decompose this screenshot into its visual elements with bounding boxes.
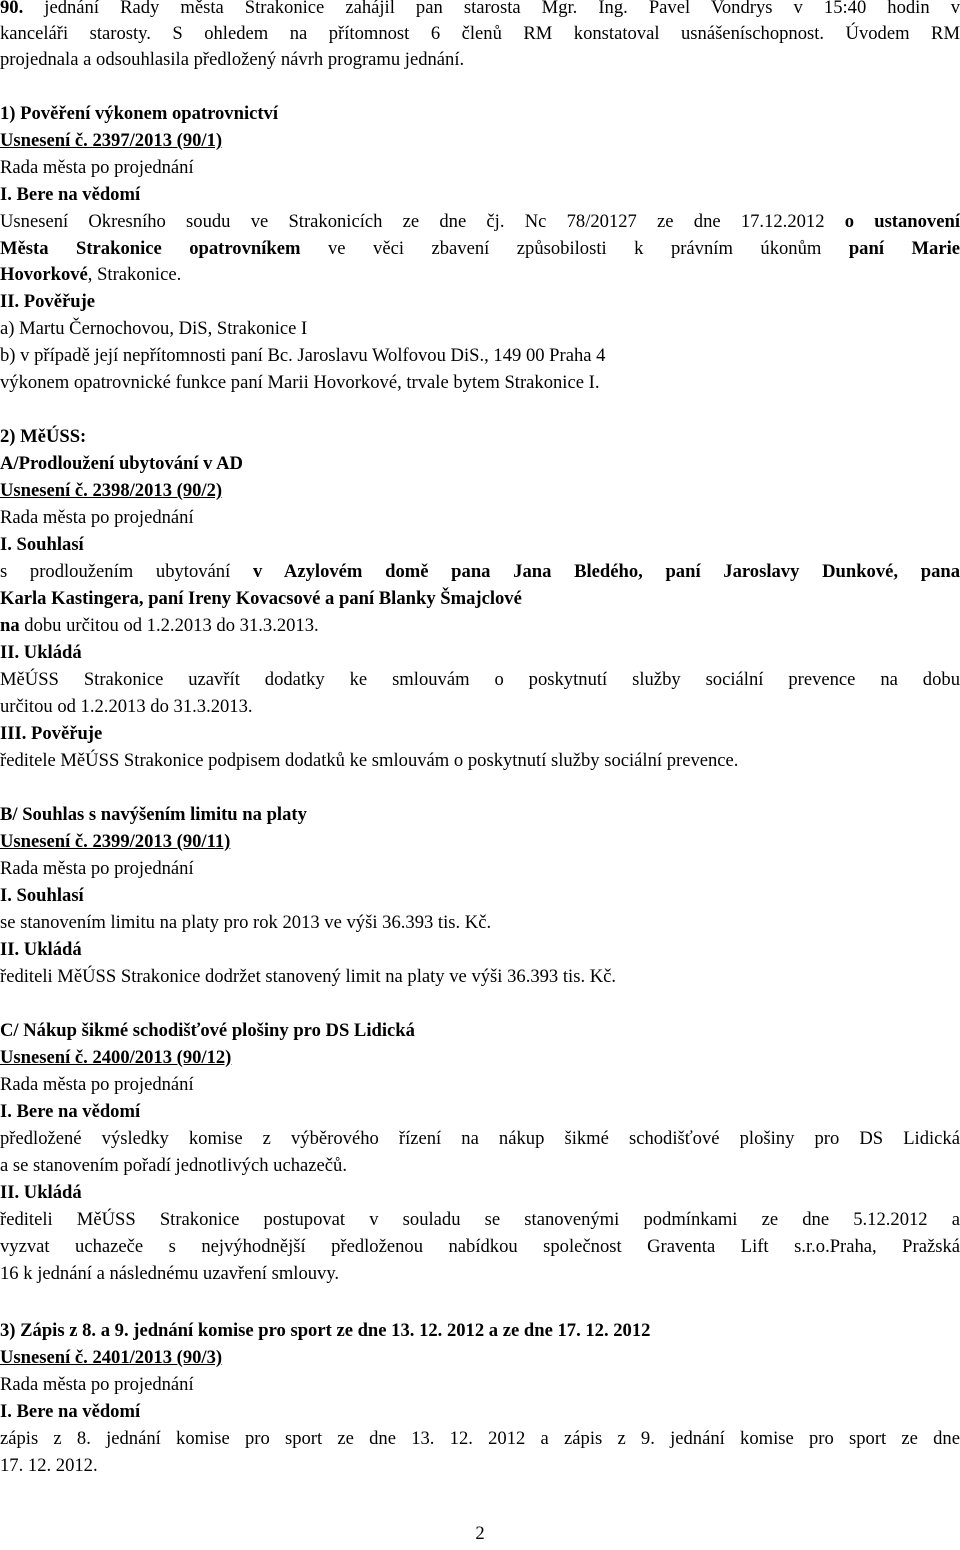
section-3-point-1-line-1: zápis z 8. jednání komise pro sport ze dne 13. 12. 2012 a zápis z 9. jednání komise pro sport ze dne	[0, 1428, 960, 1449]
section-2a-point-1-line-2: Karla Kastingera, paní Ireny Kovacsové a paní Blanky Šmajclové	[0, 588, 522, 609]
section-1-heading: 1) Pověření výkonem opatrovnictví	[0, 103, 279, 124]
section-1-point-1-line-3	[0, 262, 960, 288]
section-2a-point-3-line-1: ředitele MěÚSS Strakonice podpisem dodatků ke smlouvám o poskytnutí služby sociální prevence.	[0, 750, 739, 771]
section-1-point-2-title: II. Pověřuje	[0, 291, 96, 312]
text: s prodloužením ubytování	[0, 561, 253, 582]
text: ve věci zbavení způsobilosti k právním úkonům	[300, 238, 849, 259]
section-3-resolution: Usnesení č. 2401/2013 (90/3)	[0, 1347, 223, 1368]
section-1-point-1-line-2	[0, 236, 960, 262]
intro-text: jednání Rady města Strakonice zahájil pan starosta Mgr. Ing. Pavel Vondrys v 15:40 hodin v	[23, 0, 960, 18]
section-2b-resolution: Usnesení č. 2399/2013 (90/11)	[0, 831, 231, 852]
section-2a-point-1-line-1	[0, 559, 960, 585]
section-2c-point-1-line-1: předložené výsledky komise z výběrového řízení na nákup šikmé schodišťové plošiny pro DS Lidická	[0, 1128, 960, 1149]
section-2c-heading: C/ Nákup šikmé schodišťové plošiny pro DS Lidická	[0, 1020, 415, 1041]
section-2c-point-1-title: I. Bere na vědomí	[0, 1101, 141, 1122]
section-2c-point-2-title: II. Ukládá	[0, 1182, 82, 1203]
section-3-point-1-title: I. Bere na vědomí	[0, 1401, 141, 1422]
text-bold: Města Strakonice opatrovníkem	[0, 238, 301, 259]
section-2a-council: Rada města po projednání	[0, 507, 194, 528]
section-1-resolution: Usnesení č. 2397/2013 (90/1)	[0, 130, 223, 151]
section-2a-point-3-title: III. Pověřuje	[0, 723, 103, 744]
section-2c-point-2-line-2: vyzvat uchazeče s nejvýhodnější předloženou nabídkou společnost Graventa Lift s.r.o.Praha, Pražská	[0, 1236, 960, 1257]
section-2c-council: Rada města po projednání	[0, 1074, 194, 1095]
section-2c-point-2-line-3: 16 k jednání a následnému uzavření smlouvy.	[0, 1263, 340, 1284]
section-2a-point-2-title: II. Ukládá	[0, 642, 82, 663]
text-bold: Hovorkové	[0, 264, 88, 285]
text-bold: paní Marie	[848, 238, 960, 259]
section-2c-point-2-line-1: řediteli MěÚSS Strakonice postupovat v souladu se stanovenými podmínkami ze dne 5.12.2012 a	[0, 1209, 960, 1230]
section-2b-heading: B/ Souhlas s navýšením limitu na platy	[0, 804, 307, 825]
intro-line-1	[0, 0, 960, 21]
intro-line-3: projednala a odsouhlasila předložený návrh programu jednání.	[0, 49, 465, 70]
intro-line-2: kanceláři starosty. S ohledem na přítomnost 6 členů RM konstatoval usnášeníschopnost. Úvodem RM	[0, 23, 960, 44]
text: dobu určitou od 1.2.2013 do 31.3.2013.	[19, 615, 319, 636]
section-1-council: Rada města po projednání	[0, 157, 194, 178]
text-bold: na	[0, 615, 20, 636]
text-bold: o ustanovení	[844, 211, 960, 232]
page-number: 2	[475, 1523, 485, 1544]
section-2a-point-1-line-3	[0, 613, 960, 639]
section-2b-point-1-line-1: se stanovením limitu na platy pro rok 2013 ve výši 36.393 tis. Kč.	[0, 912, 492, 933]
section-2c-resolution: Usnesení č. 2400/2013 (90/12)	[0, 1047, 232, 1068]
section-1-point-2-line-3: výkonem opatrovnické funkce paní Marii Hovorkové, trvale bytem Strakonice I.	[0, 372, 600, 393]
section-2b-point-2-title: II. Ukládá	[0, 939, 82, 960]
section-1-point-1-title: I. Bere na vědomí	[0, 184, 141, 205]
section-2a-point-2-line-1: MěÚSS Strakonice uzavřít dodatky ke smlouvám o poskytnutí služby sociální prevence na dobu	[0, 669, 960, 690]
section-2a-heading: A/Prodloužení ubytování v AD	[0, 453, 243, 474]
meeting-number: 90.	[0, 0, 24, 18]
text: , Strakonice.	[87, 264, 182, 285]
section-3-heading: 3) Zápis z 8. a 9. jednání komise pro sport ze dne 13. 12. 2012 a ze dne 17. 12. 2012	[0, 1320, 651, 1341]
section-2-heading: 2) MěÚSS:	[0, 426, 87, 447]
section-2a-resolution: Usnesení č. 2398/2013 (90/2)	[0, 480, 223, 501]
text: Usnesení Okresního soudu ve Strakonicích ze dne čj. Nc 78/20127 ze dne 17.12.2012	[0, 211, 845, 232]
section-1-point-2-line-2: b) v případě její nepřítomnosti paní Bc. Jaroslavu Wolfovou DiS., 149 00 Praha 4	[0, 345, 606, 366]
section-1-point-1-line-1	[0, 209, 960, 235]
section-2a-point-2-line-2: určitou od 1.2.2013 do 31.3.2013.	[0, 696, 253, 717]
section-2b-council: Rada města po projednání	[0, 858, 194, 879]
section-2a-point-1-title: I. Souhlasí	[0, 534, 84, 555]
text-bold: v Azylovém domě pana Jana Bledého, paní Jaroslavy Dunkové, pana	[252, 561, 960, 582]
section-2b-point-1-title: I. Souhlasí	[0, 885, 84, 906]
section-3-council: Rada města po projednání	[0, 1374, 194, 1395]
section-2c-point-1-line-2: a se stanovením pořadí jednotlivých uchazečů.	[0, 1155, 347, 1176]
section-1-point-2-line-1: a) Martu Černochovou, DiS, Strakonice I	[0, 318, 308, 339]
section-3-point-1-line-2: 17. 12. 2012.	[0, 1455, 98, 1476]
section-2b-point-2-line-1: řediteli MěÚSS Strakonice dodržet stanovený limit na platy ve výši 36.393 tis. Kč.	[0, 966, 617, 987]
